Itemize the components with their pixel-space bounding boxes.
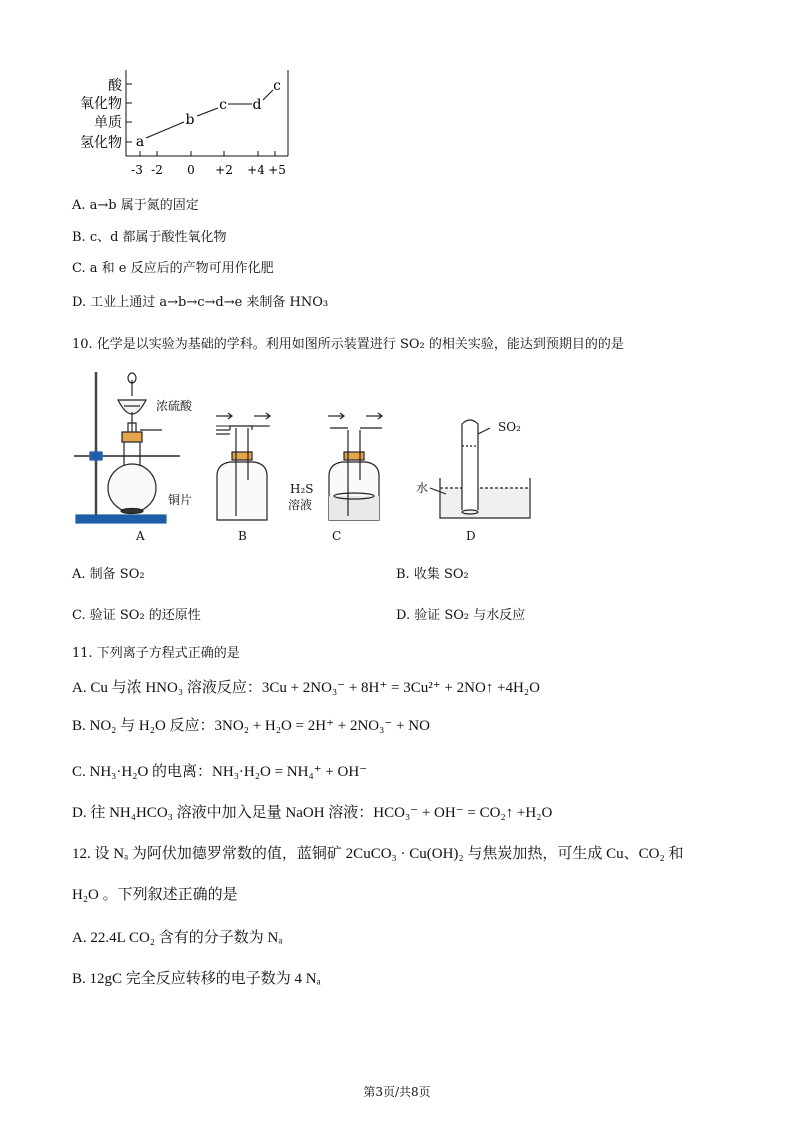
y-label-oxide: 氧化物 [80,96,122,112]
label-h2s: H₂S [290,482,314,496]
x-tick: -2 [151,163,163,177]
valence-chart [66,60,306,185]
apparatus-c [328,413,382,520]
q10-stem: 10. 化学是以实验为基础的学科。利用如图所示装置进行 SO₂ 的相关实验，能达到预期目的的是 [72,337,624,352]
apparatus-b [216,413,270,520]
q11-option-a: A. Cu 与浓 HNO₃ 溶液反应：3Cu + 2NO₃⁻ + 8H⁺ = 3Cu²⁺ + 2NO↑ +4H₂O [72,680,540,696]
q12-option-b: B. 12gC 完全反应转移的电子数为 4 Nₐ [72,971,321,987]
label-d: D [466,529,476,543]
x-tick: +2 [215,163,233,177]
chart-y-labels [80,78,123,151]
q11-option-c: C. NH₃·H₂O 的电离：NH₃·H₂O = NH₄⁺ + OH⁻ [72,764,368,780]
x-tick: 0 [187,163,195,177]
label-so2: SO₂ [498,420,521,434]
label-solution: 溶液 [288,498,313,512]
x-tick: +4 [247,163,265,177]
chart-x-ticks [131,163,286,177]
q10-option-b: B. 收集 SO₂ [396,567,469,582]
point-c-upper: c [273,78,281,94]
y-label-acid: 酸 [108,78,122,94]
label-copper: 铜片 [168,493,193,507]
label-a: A [136,529,145,543]
label-water: 水 [416,481,429,495]
q9-option-b: B. c、d 都属于酸性氧化物 [72,230,227,245]
q11-option-d: D. 往 NH₄HCO₃ 溶液中加入足量 NaOH 溶液：HCO₃⁻ + OH⁻ = CO₂↑ +H₂O [72,805,553,821]
label-b: B [238,529,247,543]
q10-option-c: C. 验证 SO₂ 的还原性 [72,608,201,623]
label-c: C [332,529,342,543]
q11-stem: 11. 下列离子方程式正确的是 [72,646,240,661]
apparatus-d [430,420,530,518]
apparatus-a [74,372,180,523]
q10-option-a: A. 制备 SO₂ [72,567,145,582]
y-label-element: 单质 [94,115,122,131]
q9-option-c: C. a 和 e 反应后的产物可用作化肥 [72,261,274,276]
q11-option-b: B. NO₂ 与 H₂O 反应：3NO₂ + H₂O = 2H⁺ + 2NO₃⁻ + NO [72,718,430,734]
y-label-hydride: 氢化物 [80,135,122,151]
label-acid: 浓硫酸 [156,399,193,413]
q9-option-d: D. 工业上通过 a→b→c→d→e 来制备 HNO₃ [72,295,329,310]
chart-axes [126,70,288,156]
q9-option-a: A. a→b 属于氮的固定 [72,198,199,213]
q12-option-a: A. 22.4L CO₂ 含有的分子数为 Nₐ [72,930,283,946]
x-tick: -3 [131,163,143,177]
point-d: d [252,97,262,113]
x-tick: +5 [268,163,286,177]
q12-stem-line1: 12. 设 Nₐ 为阿伏加德罗常数的值，蓝铜矿 2CuCO₃ · Cu(OH)₂ 与焦炭加热，可生成 Cu、CO₂ 和 [72,846,684,862]
q10-option-d: D. 验证 SO₂ 与水反应 [396,608,526,623]
page-footer: 第3页/共8页 [363,1085,431,1099]
point-c: c [219,97,227,113]
point-b: b [185,112,195,128]
point-a: a [135,134,145,150]
chart-points [136,78,281,150]
apparatus-figure [70,368,550,546]
q12-stem-line2: H₂O 。下列叙述正确的是 [72,887,238,903]
